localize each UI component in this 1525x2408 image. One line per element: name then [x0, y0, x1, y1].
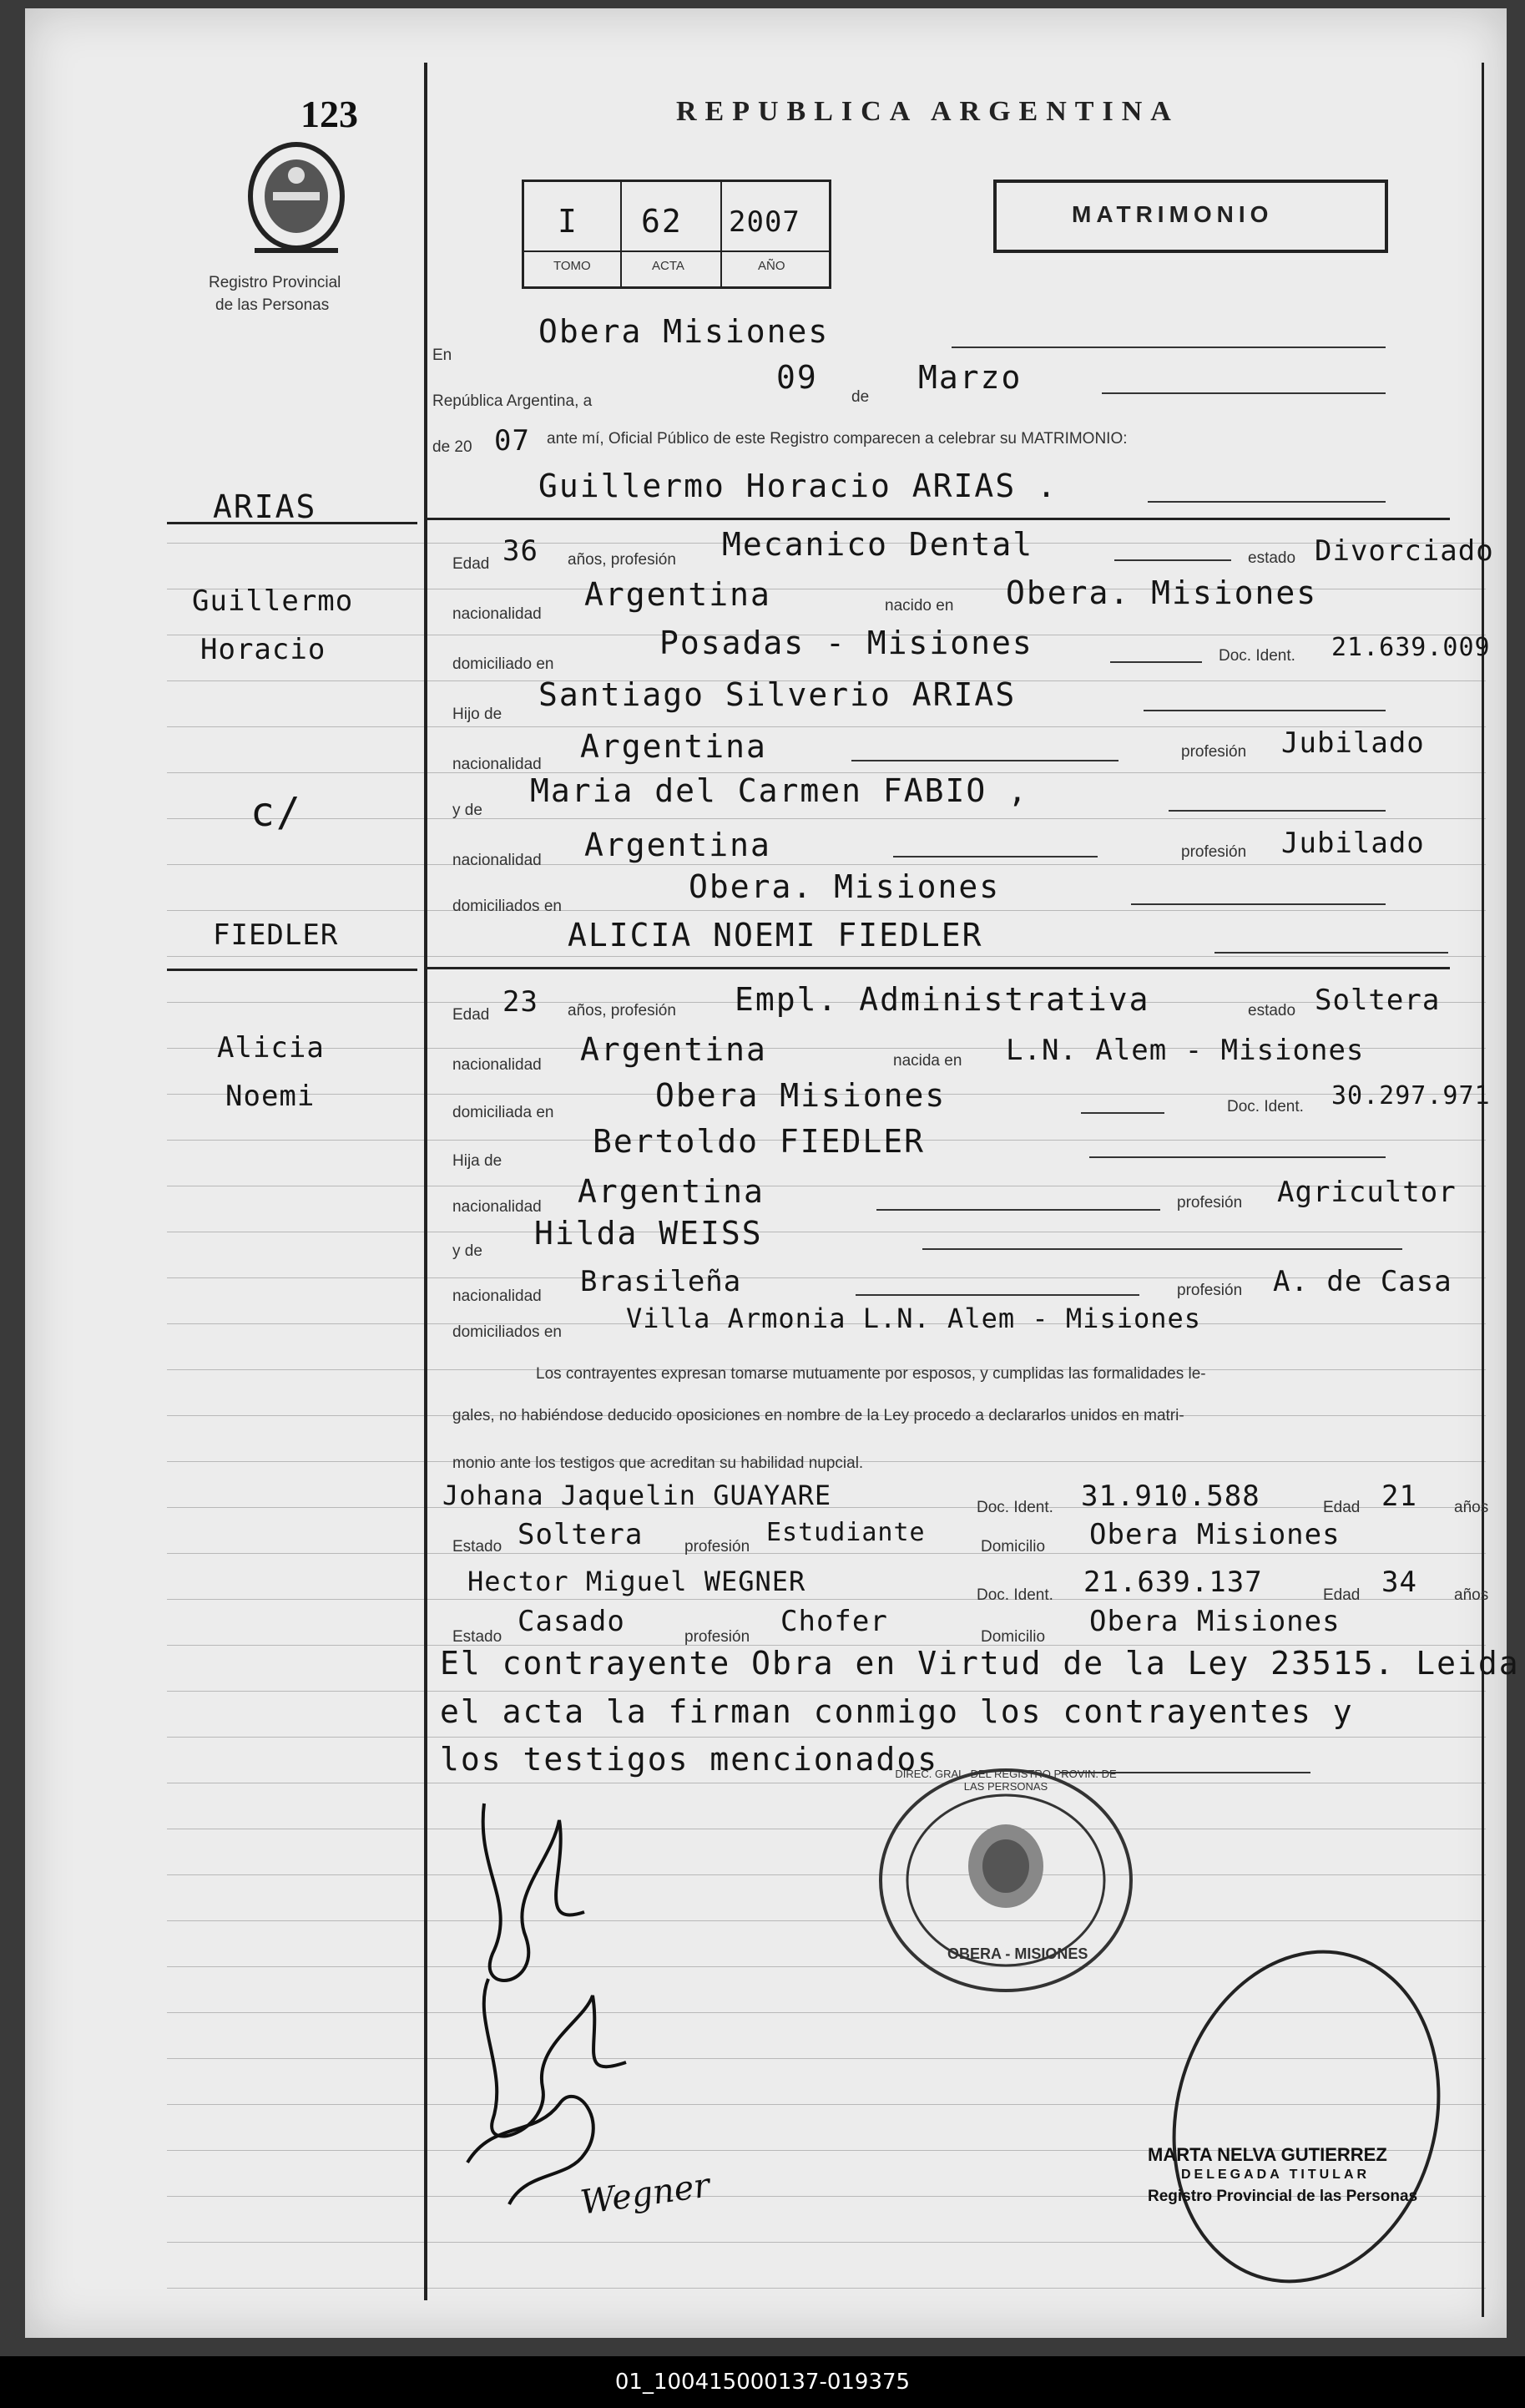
bride-mother-nat-blank	[856, 1294, 1139, 1296]
groom-doc-label: Doc. Ident.	[1219, 647, 1295, 665]
anio-label: AÑO	[758, 259, 785, 273]
bride-doms-label: domiciliados en	[452, 1323, 562, 1341]
bride-age: 23	[502, 985, 538, 1019]
coat-of-arms-icon	[238, 134, 355, 259]
groom-nac-label: nacionalidad	[452, 605, 542, 623]
bride-doc-label: Doc. Ident.	[1227, 1098, 1304, 1115]
margin-groom-given2: Horacio	[200, 633, 326, 666]
bride-anos-prof-label: años, profesión	[568, 1002, 676, 1019]
witness2-doc-label: Doc. Ident.	[977, 1586, 1053, 1604]
doc-type-box	[993, 180, 1388, 253]
bride-mother: Hilda WEISS	[534, 1215, 763, 1252]
ruled-line	[167, 910, 1486, 911]
witness2-anos-label: años	[1454, 1586, 1489, 1604]
ruled-line	[167, 818, 1486, 819]
bride-section-top	[167, 969, 417, 971]
groom-mother-nat-label: nacionalidad	[452, 852, 542, 869]
witness2-name: Hector Miguel WEGNER	[467, 1566, 806, 1597]
groom-nacido-label: nacido en	[885, 597, 954, 615]
witness2-estado-label: Estado	[452, 1628, 502, 1646]
groom-father-nat: Argentina	[580, 728, 767, 765]
groom-doc: 21.639.009	[1331, 633, 1491, 662]
bride-hija-label: Hija de	[452, 1152, 502, 1170]
official-signature-oval	[1148, 1891, 1465, 2292]
groom-father-prof: Jubilado	[1281, 726, 1425, 760]
witness-signature: Wegner	[578, 2166, 713, 2223]
margin-groom-surname: ARIAS	[213, 488, 317, 525]
groom-father-blank	[1144, 710, 1386, 711]
closing-line1: El contrayente Obra en Virtud de la Ley 23515. Leida	[440, 1645, 1520, 1682]
declaration-line3: monio ante los testigos que acreditan su habilidad nupcial.	[452, 1454, 864, 1472]
witness1-dom: Obera Misiones	[1089, 1518, 1341, 1551]
margin-groom-given1: Guillermo	[192, 584, 354, 618]
bride-father-nat-blank	[876, 1209, 1160, 1211]
groom-hijo-label: Hijo de	[452, 706, 502, 723]
groom-edad-label: Edad	[452, 555, 490, 573]
groom-father: Santiago Silverio ARIAS	[538, 676, 1017, 713]
witness1-doc: 31.910.588	[1081, 1480, 1260, 1513]
margin-bride-given2: Noemi	[225, 1080, 316, 1113]
witness2-edad-label: Edad	[1323, 1586, 1361, 1604]
groom-mother-blank	[1169, 810, 1386, 812]
registry-label-line2: de las Personas	[215, 296, 330, 314]
bride-mother-blank	[922, 1248, 1402, 1250]
bride-profession: Empl. Administrativa	[735, 981, 1150, 1018]
bride-mother-nat: Brasileña	[580, 1265, 742, 1298]
ruled-line	[167, 956, 1486, 957]
tomo-label: TOMO	[553, 259, 591, 273]
anio-value: 2007	[729, 205, 800, 239]
record-box-divider	[620, 182, 622, 286]
seal-city: OBERA - MISIONES	[947, 1945, 1088, 1962]
intro-day: 09	[776, 359, 818, 396]
declaration-line1: Los contrayentes expresan tomarse mutuamente por esposos, y cumplidas las formalidades le-	[536, 1365, 1206, 1383]
bride-father-nat-label: nacionalidad	[452, 1198, 542, 1216]
acta-value: 62	[641, 203, 683, 240]
bride-doc: 30.297.971	[1331, 1081, 1491, 1110]
official-org: Registro Provincial de las Personas	[1148, 2188, 1418, 2205]
record-box-divider	[524, 250, 829, 252]
witness1-name: Johana Jaquelin GUAYARE	[442, 1480, 832, 1511]
groom-mother: Maria del Carmen FABIO ,	[530, 772, 1029, 809]
bride-mother-nat-label: nacionalidad	[452, 1287, 542, 1305]
bride-edad-label: Edad	[452, 1006, 490, 1024]
groom-dom-blank	[1110, 661, 1202, 663]
groom-domicile: Posadas - Misiones	[659, 625, 1033, 661]
bride-estado-label: estado	[1248, 1002, 1296, 1019]
groom-mother-prof: Jubilado	[1281, 827, 1425, 860]
groom-birthplace: Obera. Misiones	[1006, 574, 1318, 611]
record-number-box	[522, 180, 831, 289]
margin-bride-given1: Alicia	[217, 1031, 325, 1065]
bride-section-top-right	[427, 967, 1450, 969]
bride-nacida-label: nacida en	[893, 1052, 962, 1070]
groom-parents-dom-blank	[1131, 903, 1386, 905]
ruled-line	[167, 1553, 1486, 1554]
tomo-value: I	[558, 203, 578, 240]
witness2-age: 34	[1381, 1566, 1417, 1599]
bride-birthplace: L.N. Alem - Misiones	[1006, 1034, 1365, 1067]
witness1-estado: Soltera	[518, 1518, 644, 1551]
signature-strokes	[459, 1770, 726, 2238]
file-id-footer: 01_100415000137-019375	[0, 2356, 1525, 2408]
bride-parents-domicile: Villa Armonia L.N. Alem - Misiones	[626, 1303, 1202, 1334]
margin-bride-surname: FIEDLER	[213, 918, 339, 952]
bride-nac-label: nacionalidad	[452, 1056, 542, 1074]
year-suffix: 07	[494, 424, 530, 458]
closing-line3: los testigos mencionados	[440, 1741, 939, 1778]
witness1-prof-label: profesión	[684, 1538, 750, 1556]
groom-anos-prof-label: años, profesión	[568, 551, 676, 569]
acta-label: ACTA	[652, 259, 684, 273]
official-name: MARTA NELVA GUTIERREZ	[1148, 2144, 1387, 2165]
groom-dom-label: domiciliado en	[452, 655, 554, 673]
groom-estado: Divorciado	[1315, 534, 1494, 568]
bride-dom-blank	[1081, 1112, 1164, 1114]
bride-father-nat: Argentina	[578, 1173, 765, 1210]
country-title: REPUBLICA ARGENTINA	[676, 96, 1179, 127]
groom-profession: Mecanico Dental	[722, 526, 1034, 563]
de-label: de	[851, 388, 870, 406]
groom-section-top-right	[427, 518, 1450, 520]
witness2-prof-label: profesión	[684, 1628, 750, 1646]
official-seal	[876, 1766, 1135, 1996]
groom-nationality: Argentina	[584, 576, 771, 613]
ruled-line	[167, 1874, 1486, 1875]
bride-father-blank	[1089, 1156, 1386, 1158]
groom-father-prof-label: profesión	[1181, 743, 1247, 761]
page-number: 123	[300, 93, 358, 135]
en-label: En	[432, 347, 452, 364]
month-blank-line	[1102, 392, 1386, 394]
witness1-age: 21	[1381, 1480, 1417, 1513]
bride-father-prof: Agricultor	[1277, 1176, 1457, 1209]
witness2-doc: 21.639.137	[1083, 1566, 1263, 1599]
bride-nationality: Argentina	[580, 1031, 767, 1068]
record-box-divider	[720, 182, 722, 286]
year-prefix: de 20	[432, 438, 472, 456]
closing-line2: el acta la firman conmigo los contrayentes y	[440, 1693, 1354, 1730]
groom-mother-nat-blank	[893, 856, 1098, 857]
groom-mother-nat: Argentina	[584, 827, 771, 863]
witness1-estado-label: Estado	[452, 1538, 502, 1556]
groom-father-nat-blank	[851, 760, 1119, 761]
groom-father-nat-label: nacionalidad	[452, 756, 542, 773]
doc-type-label: MATRIMONIO	[1072, 201, 1274, 227]
bride-dom-label: domiciliada en	[452, 1104, 554, 1121]
groom-name-blank-line	[1148, 501, 1386, 503]
groom-estado-label: estado	[1248, 549, 1296, 567]
ruled-line	[167, 1737, 1486, 1738]
groom-doms-label: domiciliados en	[452, 898, 562, 915]
witness2-prof: Chofer	[780, 1605, 888, 1638]
declaration-line2: gales, no habiéndose deducido oposiciones en nombre de la Ley procedo a declararlos unidos en matri-	[452, 1407, 1184, 1424]
ruled-line	[167, 864, 1486, 865]
ruled-line	[167, 1691, 1486, 1692]
place-blank-line	[952, 347, 1386, 348]
registry-label-line1: Registro Provincial	[209, 274, 341, 291]
margin-divider	[424, 63, 427, 2300]
witness1-prof: Estudiante	[766, 1518, 926, 1547]
bride-mother-prof-label: profesión	[1177, 1282, 1243, 1299]
bride-father-prof-label: profesión	[1177, 1194, 1243, 1212]
bride-yde-label: y de	[452, 1242, 482, 1260]
bride-full-name: ALICIA NOEMI FIEDLER	[568, 917, 983, 954]
witness1-edad-label: Edad	[1323, 1499, 1361, 1516]
witness2-estado: Casado	[518, 1605, 625, 1638]
seal-text: DIREC. GRAL. DEL REGISTRO PROVIN. DE LAS PERSONAS	[895, 1768, 1117, 1793]
bride-estado: Soltera	[1315, 984, 1441, 1017]
groom-full-name: Guillermo Horacio ARIAS .	[538, 468, 1058, 504]
ruled-line	[167, 1599, 1486, 1600]
witness1-doc-label: Doc. Ident.	[977, 1499, 1053, 1516]
groom-age: 36	[502, 534, 538, 568]
certificate-page	[25, 8, 1520, 2338]
bride-name-blank	[1214, 952, 1448, 954]
statement: ante mí, Oficial Público de este Registro comparecen a celebrar su MATRIMONIO:	[547, 430, 1128, 448]
margin-connector: c/	[250, 789, 302, 836]
right-border	[1482, 63, 1484, 2317]
witness1-dom-label: Domicilio	[981, 1538, 1046, 1556]
bride-domicile: Obera Misiones	[655, 1077, 947, 1114]
witness2-dom-label: Domicilio	[981, 1628, 1046, 1646]
witness1-anos-label: años	[1454, 1499, 1489, 1516]
groom-prof-blank	[1114, 559, 1231, 561]
groom-yde-label: y de	[452, 802, 482, 819]
bride-father: Bertoldo FIEDLER	[593, 1123, 926, 1160]
bride-mother-prof: A. de Casa	[1273, 1265, 1452, 1298]
official-title: DELEGADA TITULAR	[1181, 2168, 1371, 2182]
groom-mother-prof-label: profesión	[1181, 843, 1247, 861]
witness2-dom: Obera Misiones	[1089, 1605, 1341, 1638]
intro-month: Marzo	[918, 359, 1023, 396]
groom-parents-domicile: Obera. Misiones	[689, 868, 1001, 905]
republica-label: República Argentina, a	[432, 392, 593, 410]
intro-place: Obera Misiones	[538, 313, 830, 350]
